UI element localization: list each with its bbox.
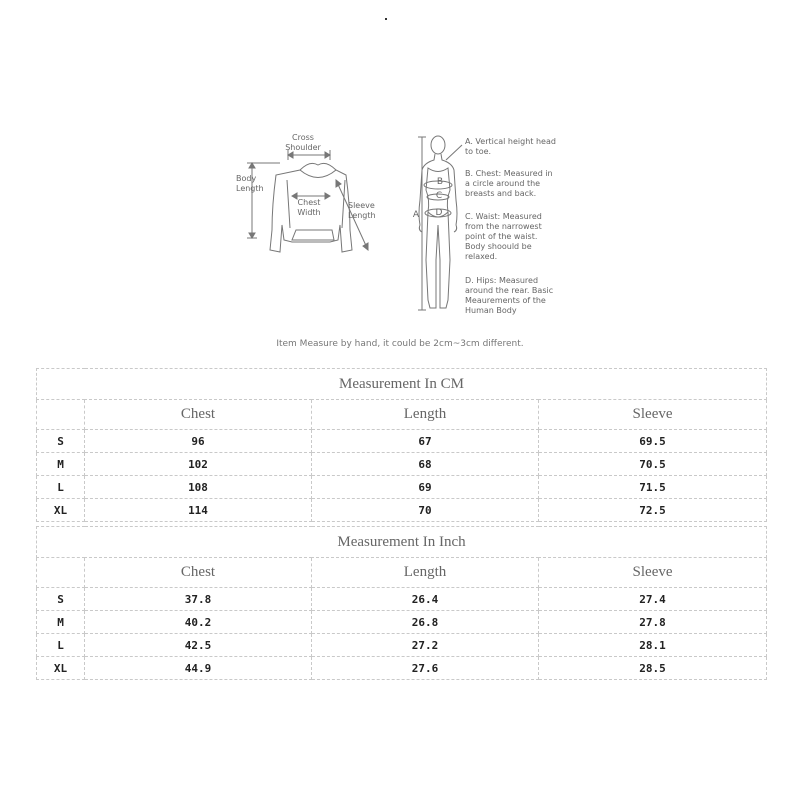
length-cell: 69 <box>312 476 539 499</box>
table-header-row <box>37 558 767 588</box>
table-title: Measurement In CM <box>37 369 767 400</box>
length-cell: 70 <box>312 499 539 522</box>
header-chest: Chest <box>85 400 312 430</box>
sleeve-length-label: Sleeve Length <box>348 201 376 220</box>
length-cell: 26.8 <box>312 611 539 634</box>
table-title: Measurement In Inch <box>37 527 767 558</box>
table-row <box>37 453 767 476</box>
table-row <box>37 611 767 634</box>
header-blank <box>37 400 85 430</box>
table-row <box>37 588 767 611</box>
header-chest: Chest <box>85 558 312 588</box>
body-length-label: Body Length <box>236 174 264 193</box>
note-d: D. Hips: Measured around the rear. Basic Meaurements of the Human Body <box>465 276 554 315</box>
marker-a-label: A <box>412 210 420 220</box>
table-title-row <box>37 527 767 558</box>
table-row <box>37 476 767 499</box>
sleeve-cell: 69.5 <box>539 430 767 453</box>
size-cell: M <box>37 453 85 476</box>
header-blank <box>37 558 85 588</box>
sleeve-cell: 70.5 <box>539 453 767 476</box>
chest-cell: 40.2 <box>85 611 312 634</box>
chest-cell: 96 <box>85 430 312 453</box>
chest-cell: 102 <box>85 453 312 476</box>
chest-cell: 42.5 <box>85 634 312 657</box>
size-cell: S <box>37 430 85 453</box>
table-row <box>37 430 767 453</box>
size-table-cm <box>36 368 767 522</box>
sleeve-cell: 72.5 <box>539 499 767 522</box>
chest-cell: 44.9 <box>85 657 312 680</box>
marker-c-label: C <box>435 191 443 201</box>
header-sleeve: Sleeve <box>539 558 767 588</box>
chest-cell: 114 <box>85 499 312 522</box>
header-length: Length <box>312 400 539 430</box>
header-sleeve: Sleeve <box>539 400 767 430</box>
human-figure <box>419 136 457 308</box>
diagram-svg <box>0 0 800 330</box>
sleeve-cell: 28.1 <box>539 634 767 657</box>
sleeve-cell: 27.4 <box>539 588 767 611</box>
header-length: Length <box>312 558 539 588</box>
size-cell: M <box>37 611 85 634</box>
table-title-row <box>37 369 767 400</box>
marker-d-label: D <box>435 208 443 218</box>
cross-shoulder-label: Cross Shoulder <box>285 133 321 152</box>
length-cell: 67 <box>312 430 539 453</box>
table-header-row <box>37 400 767 430</box>
chest-width-label: Chest Width <box>297 198 321 217</box>
size-cell: XL <box>37 499 85 522</box>
measure-note: Item Measure by hand, it could be 2cm~3cm different. <box>276 339 524 349</box>
note-a: A. Vertical height head to toe. <box>465 137 556 156</box>
table-row <box>37 634 767 657</box>
note-b: B. Chest: Measured in a circle around the breasts and back. <box>465 169 553 198</box>
length-cell: 68 <box>312 453 539 476</box>
sleeve-cell: 71.5 <box>539 476 767 499</box>
size-cell: L <box>37 476 85 499</box>
measurement-diagram <box>0 0 800 330</box>
marker-b-label: B <box>436 177 444 187</box>
length-cell: 26.4 <box>312 588 539 611</box>
length-cell: 27.6 <box>312 657 539 680</box>
size-cell: S <box>37 588 85 611</box>
table-row <box>37 657 767 680</box>
table-row <box>37 499 767 522</box>
chest-cell: 108 <box>85 476 312 499</box>
chest-cell: 37.8 <box>85 588 312 611</box>
size-cell: XL <box>37 657 85 680</box>
size-cell: L <box>37 634 85 657</box>
length-cell: 27.2 <box>312 634 539 657</box>
sleeve-cell: 27.8 <box>539 611 767 634</box>
size-table-inch <box>36 526 767 680</box>
sleeve-cell: 28.5 <box>539 657 767 680</box>
note-c: C. Waist: Measured from the narrowest point of the waist. Body shoould be relaxed. <box>465 212 542 261</box>
